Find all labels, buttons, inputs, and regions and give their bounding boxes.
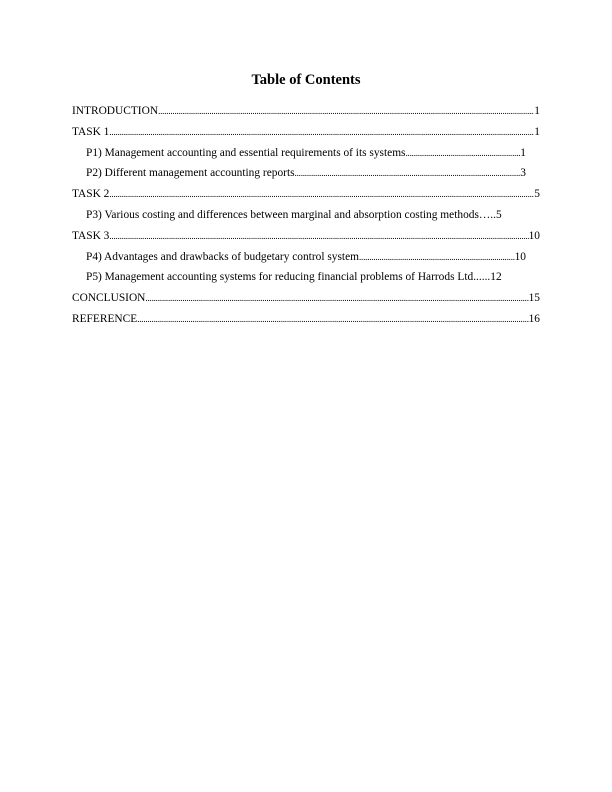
toc-entry-label: INTRODUCTION	[72, 105, 159, 117]
toc-entry-page: 10	[528, 229, 540, 242]
toc-entry-reference[interactable]	[72, 309, 540, 330]
toc-entry-page: 12	[490, 271, 502, 284]
toc-leader-dots: …..	[478, 208, 496, 221]
toc-leader-dots	[158, 101, 534, 122]
toc-entry-p4[interactable]	[72, 247, 526, 268]
toc-entry-label: REFERENCE	[72, 312, 138, 325]
toc-entry-page: 15	[528, 292, 540, 305]
toc-entry-page: 5	[534, 188, 540, 201]
toc-leader-dots	[145, 288, 528, 309]
toc-list	[72, 101, 542, 330]
toc-leader-dots: ......	[473, 271, 491, 284]
toc-entry-p3[interactable]	[72, 205, 526, 226]
toc-entry-label: P4) Advantages and drawbacks of budgetary control system	[86, 250, 359, 263]
toc-entry-page: 1	[520, 146, 526, 159]
toc-entry-task-3[interactable]	[72, 226, 540, 247]
toc-leader-dots	[295, 163, 521, 184]
toc-entry-label: P3) Various costing and differences between marginal and absorption costing methods	[86, 208, 479, 221]
toc-entry-page: 10	[514, 250, 526, 263]
toc-entry-p1[interactable]	[72, 143, 526, 164]
toc-leader-dots	[109, 226, 528, 247]
toc-leader-dots	[359, 247, 515, 268]
toc-entry-page: 5	[496, 208, 502, 221]
toc-entry-p2[interactable]	[72, 163, 526, 184]
toc-entry-label: P2) Different management accounting reports	[86, 167, 295, 180]
toc-entry-label: CONCLUSION	[72, 292, 146, 305]
toc-entry-task-1[interactable]	[72, 122, 540, 143]
toc-entry-conclusion[interactable]	[72, 288, 540, 309]
toc-entry-label: TASK 3	[72, 229, 110, 242]
toc-entry-page: 16	[528, 312, 540, 325]
toc-title: Table of Contents	[251, 72, 361, 88]
toc-entry-label: TASK 1	[72, 125, 110, 138]
toc-entry-page: 1	[534, 105, 540, 117]
toc-entry-task-2[interactable]	[72, 184, 540, 205]
toc-entry-page: 3	[520, 167, 526, 180]
toc-leader-dots	[109, 122, 534, 143]
toc-leader-dots	[406, 143, 521, 164]
toc-entry-label: P5) Management accounting systems for reducing financial problems of Harrods Ltd	[86, 271, 474, 284]
toc-leader-dots	[109, 184, 534, 205]
toc-entry-page: 1	[534, 125, 540, 138]
toc-leader-dots	[137, 309, 528, 330]
toc-entry-label: TASK 2	[72, 188, 110, 201]
toc-entry-introduction[interactable]	[72, 101, 540, 122]
toc-entry-label: P1) Management accounting and essential requirements of its systems	[86, 146, 406, 159]
toc-entry-p5[interactable]	[72, 267, 526, 288]
